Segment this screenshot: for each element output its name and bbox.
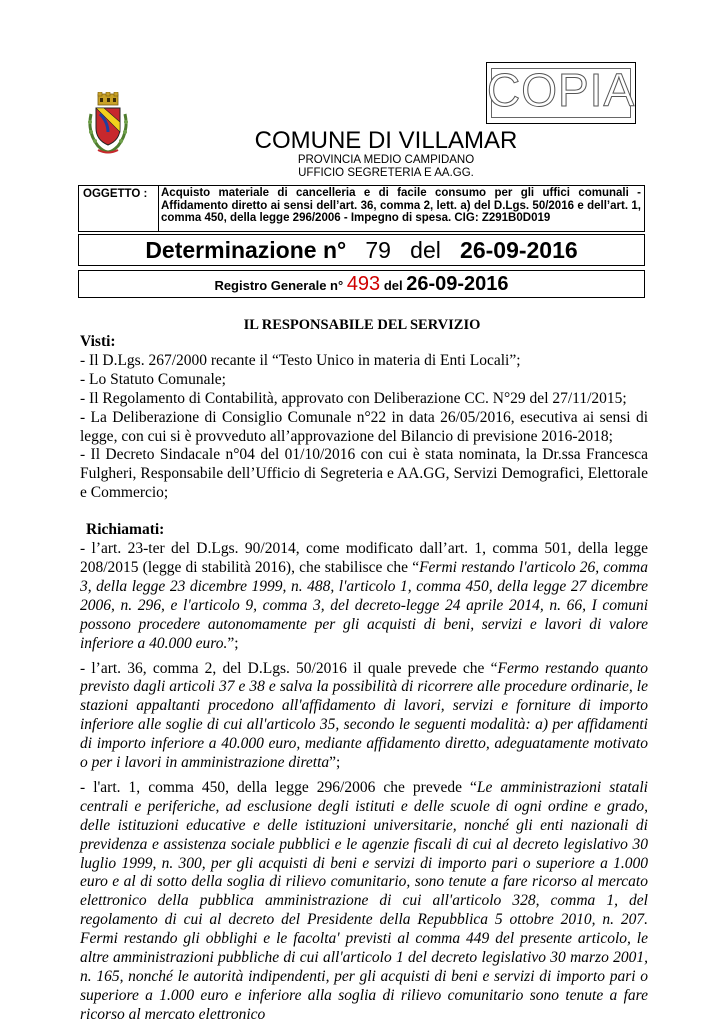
determinazione-box bbox=[78, 234, 645, 266]
registro-box bbox=[78, 270, 645, 298]
visti-item: - La Deliberazione di Consiglio Comunale n°22 in data 26/05/2016, esecutiva ai sensi di legge, con cui si è provveduto all’approvazione del Bilancio di previsione 2016-2018; bbox=[80, 408, 648, 445]
visti-item: - Il Regolamento di Contabilità, approvato con Deliberazione CC. N°29 del 27/11/2015; bbox=[80, 389, 627, 407]
registro-del: del bbox=[383, 278, 403, 293]
visti-heading: Visti: bbox=[80, 333, 116, 350]
determinazione-numero: 79 bbox=[365, 237, 391, 263]
registro-line bbox=[79, 273, 644, 297]
richiamati-item bbox=[80, 540, 648, 653]
determinazione-data: 26-09-2016 bbox=[460, 237, 578, 263]
richiamati-heading: Richiamati: bbox=[86, 521, 165, 539]
richiamati-item bbox=[80, 779, 648, 1025]
copia-stamp-text: COPIA bbox=[487, 64, 636, 116]
richiamati-item-quote: Fermo restando quanto previsto dagli articoli 37 e 38 e salva la possibilità di ricorrere alle procedure ordinarie, le stazioni appaltanti procedono all'affidamento di lavori, servizi e forniture di importo inferiore alle soglie di cui all'articolo 35, secondo le seguenti modalità: a) per affidamenti di importo inferiore a 40.000 euro, mediante affidamento diretto, adeguatamente motivato o per i lavori in amministrazione diretta bbox=[80, 659, 649, 772]
determinazione-label: Determinazione n° bbox=[145, 237, 347, 263]
registro-numero: 493 bbox=[346, 273, 381, 295]
determinazione-line bbox=[79, 236, 644, 264]
visti-item: - Lo Statuto Comunale; bbox=[80, 370, 226, 388]
document-body bbox=[80, 333, 648, 1025]
registro-label: Registro Generale n° bbox=[214, 278, 344, 293]
determinazione-del: del bbox=[410, 237, 441, 263]
provincia-name: PROVINCIA MEDIO CAMPIDANO bbox=[297, 154, 475, 166]
ufficio-name: UFFICIO SEGRETERIA E AA.GG. bbox=[298, 167, 474, 179]
visti-item: - Il Decreto Sindacale n°04 del 01/10/2016 con cui è stata nominata, la Dr.ssa Francesca Fulgheri, Responsabile dell’Ufficio di Segreteria e AA.GG, Servizi Demografici, Elettorale e Commercio; bbox=[80, 446, 648, 502]
visti-item: - Il D.Lgs. 267/2000 recante il “Testo Unico in materia di Enti Locali”; bbox=[80, 351, 521, 369]
richiamati-item-end: ”; bbox=[329, 754, 341, 772]
richiamati-item-quote: Fermi restando l'articolo 26, comma 3, della legge 23 dicembre 1999, n. 488, l'articolo 1, comma 450, della legge 27 dicembre 2006, n. 296, e l'articolo 9, comma 3, del decreto-legge 24 aprile 2014, n. 66, I comuni possono procedere autonomamente per gli acquisti di beni, servizi e lavori di valore inferiore a 40.000 euro. bbox=[80, 558, 648, 652]
comune-name: COMUNE DI VILLAMAR bbox=[254, 127, 518, 154]
copia-stamp bbox=[486, 62, 636, 124]
registro-data: 26-09-2016 bbox=[406, 273, 509, 295]
richiamati-item-end: ”; bbox=[227, 634, 239, 652]
oggetto-text: Acquisto materiale di cancelleria e di facile consumo per gli uffici comunali - Affidamento diretto ai sensi dell’art. 36, comma 2, lett. a) del D.Lgs. 50/2016 e dell’art. 1, comma 450, della legge 296/2006 - Impegno di spesa. CIG: Z291B0D019 bbox=[161, 187, 641, 224]
richiamati-item-text: - l’art. 23-ter del D.Lgs. 90/2014, come modificato dall’art. 1, comma 501, della legge 208/2015 (legge di stabilità 2016), che stabilisce che “ bbox=[80, 540, 648, 576]
richiamati-item-text: - l’art. 36, comma 2, del D.Lgs. 50/2016 il quale prevede che “ bbox=[80, 659, 498, 677]
richiamati-item-text: - l'art. 1, comma 450, della legge 296/2006 che prevede “ bbox=[80, 778, 477, 796]
responsabile-title: IL RESPONSABILE DEL SERVIZIO bbox=[243, 317, 481, 333]
oggetto-label: OGGETTO : bbox=[79, 186, 159, 231]
oggetto-box bbox=[78, 185, 645, 232]
richiamati-item-quote: Le amministrazioni statali centrali e periferiche, ad esclusione degli istituti e delle scuole di ogni ordine e grado, delle istituzioni educative e delle istituzioni universitarie, nonché gli enti nazionali di previdenza e assistenza sociale pubblici e le agenzie fiscali di cui al decreto legislativo 30 luglio 1999, n. 300, per gli acquisti di beni e servizi di importo pari o superiore a 1.000 euro e al di sotto della soglia di rilievo comunitario, sono tenute a fare ricorso al mercato elettronico della pubblica amministrazione di cui all'articolo 328, comma 1, del regolamento di cui al decreto del Presidente della Repubblica 5 ottobre 2010, n. 207. Fermi restando gli obblighi e le facolta' previsti al comma 449 del presente articolo, le altre amministrazioni pubbliche di cui all'articolo 1 del decreto legislativo 30 marzo 2001, n. 165, nonché le autorità indipendenti, per gli acquisti di beni e servizi di importo pari o superiore a 1.000 euro e inferiore alla soglia di rilievo comunitario sono tenute a fare ricorso al mercato elettronico bbox=[80, 778, 648, 1023]
richiamati-item bbox=[80, 660, 648, 773]
